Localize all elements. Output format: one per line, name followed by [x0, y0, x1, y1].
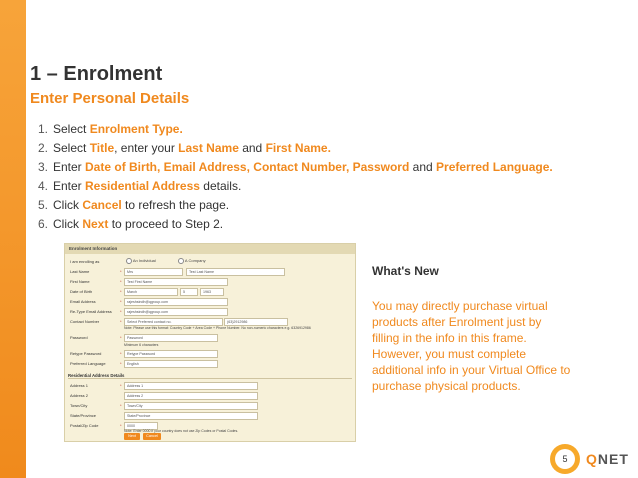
required-marker: * — [120, 351, 122, 356]
step-item — [38, 139, 553, 158]
last-name-label: Last Name — [70, 269, 90, 274]
residential-header: Residential Address Details — [68, 373, 352, 379]
last-name-row — [68, 268, 352, 276]
step-highlight: Preferred Language. — [436, 160, 553, 174]
enrolment-form-screenshot — [64, 243, 356, 442]
step-text: to refresh the page. — [121, 198, 230, 212]
language-row — [68, 360, 352, 368]
step-text: Enter — [53, 160, 86, 174]
page-number: 5 — [555, 449, 575, 469]
step-text: Select — [53, 141, 90, 155]
required-marker: * — [120, 423, 122, 428]
retype-email-input[interactable]: rajeshsindh@qgroup.com — [124, 308, 228, 316]
first-name-input[interactable]: Test First Name — [124, 278, 228, 286]
contact-number-input[interactable]: (63)2912986 — [224, 318, 288, 326]
required-marker: * — [120, 403, 122, 408]
dob-label: Date of Birth — [70, 289, 93, 294]
whats-new-title: What's New — [372, 264, 439, 278]
step-number: 2. — [38, 141, 49, 155]
address1-row — [68, 382, 352, 390]
company-radio[interactable] — [178, 258, 206, 264]
state-label: State/Province — [70, 413, 97, 418]
address2-input[interactable]: Address 2 — [124, 392, 258, 400]
whats-new-body: You may directly purchase virtual products after Enrolment just by filling in the info in this frame. However, you must complete additional info in your Virtual Office to purchase physical products. — [372, 299, 571, 393]
next-button[interactable]: Next — [124, 433, 140, 440]
step-item — [38, 158, 553, 177]
cancel-button[interactable]: Cancel — [143, 433, 161, 440]
step-text: Click — [53, 198, 83, 212]
step-highlight: Cancel — [82, 198, 122, 212]
retype-password-row — [68, 350, 352, 358]
step-highlight: Residential Address — [85, 179, 200, 193]
dob-month-select[interactable]: March — [124, 288, 178, 296]
contact-label: Contact Number — [70, 319, 100, 324]
address2-label: Address 2 — [70, 393, 89, 398]
contact-type-select[interactable]: Select Preferred contact no. — [124, 318, 223, 326]
step-item — [38, 120, 553, 139]
dob-day-select[interactable]: 5 — [180, 288, 198, 296]
step-text: Enter — [53, 179, 86, 193]
email-input[interactable]: rajeshsindh@qgroup.com — [124, 298, 228, 306]
password-label: Password — [70, 335, 88, 340]
steps-list — [38, 120, 553, 234]
password-hint: Minimum 6 characters — [124, 343, 159, 347]
dob-row — [68, 288, 352, 296]
state-row — [68, 412, 352, 420]
enrolling-as-row — [68, 258, 352, 266]
step-text: Select — [53, 122, 90, 136]
individual-radio[interactable] — [126, 258, 156, 264]
step-number: 4. — [38, 179, 49, 193]
required-marker: * — [120, 361, 122, 366]
form-header: Enrolment Information — [65, 244, 355, 254]
step-text: to proceed to Step 2. — [108, 217, 224, 231]
logo-q: Q — [586, 451, 598, 467]
radio-icon — [178, 258, 184, 264]
step-highlight: First Name. — [265, 141, 331, 155]
email-row — [68, 298, 352, 306]
step-number: 3. — [38, 160, 49, 174]
step-highlight: Last Name — [178, 141, 239, 155]
retype-email-label: Re-Type Email Address — [70, 309, 112, 314]
postal-note: Note: Enter 0000 if your country does not use Zip Codes or Postal Codes. — [124, 429, 239, 433]
radio-icon — [126, 258, 132, 264]
town-label: Town/City — [70, 403, 88, 408]
language-select[interactable]: English — [124, 360, 218, 368]
step-text: and — [238, 141, 266, 155]
required-marker: * — [120, 279, 122, 284]
step-item — [38, 196, 553, 215]
enrolling-as-label: I am enrolling as — [70, 259, 100, 264]
required-marker: * — [120, 289, 122, 294]
password-input[interactable]: Password — [124, 334, 218, 342]
step-item — [38, 177, 553, 196]
retype-password-label: Retype Password — [70, 351, 102, 356]
step-number: 6. — [38, 217, 49, 231]
password-row — [68, 334, 352, 342]
dob-year-select[interactable]: 1963 — [200, 288, 224, 296]
last-name-input[interactable]: Test Last Name — [186, 268, 285, 276]
logo-net: NET — [597, 451, 629, 467]
retype-password-input[interactable]: Retype Password — [124, 350, 218, 358]
required-marker: * — [120, 383, 122, 388]
individual-label: An Individual — [132, 258, 156, 264]
state-input[interactable]: State/Province — [124, 412, 258, 420]
town-row — [68, 402, 352, 410]
language-label: Preferred Language — [70, 361, 106, 366]
step-text: details. — [199, 179, 242, 193]
required-marker: * — [120, 335, 122, 340]
contact-row — [68, 318, 352, 326]
retype-email-row — [68, 308, 352, 316]
step-item — [38, 215, 553, 234]
required-marker: * — [120, 299, 122, 304]
contact-format-note: Note: Please use this format: Country Code + Area Code + Phone Number. No non-numeric characters e.g. 6326912986 — [124, 326, 311, 330]
left-accent-bar — [0, 0, 26, 478]
step-number: 1. — [38, 122, 49, 136]
title-select[interactable]: Mrs — [124, 268, 183, 276]
address1-label: Address 1 — [70, 383, 89, 388]
slide-subtitle: Enter Personal Details — [30, 90, 190, 107]
postal-label: Postal/Zip Code — [70, 423, 99, 428]
first-name-label: First Name — [70, 279, 90, 284]
required-marker: * — [120, 319, 122, 324]
first-name-row — [68, 278, 352, 286]
email-label: Email Address — [70, 299, 96, 304]
required-marker: * — [120, 269, 122, 274]
step-highlight: Date of Birth, Email Address, Contact Number, Password — [85, 160, 410, 174]
step-text: Click — [53, 217, 83, 231]
qnet-logo — [586, 451, 629, 467]
page-number-badge — [550, 444, 580, 474]
step-number: 5. — [38, 198, 49, 212]
address1-input[interactable]: Address 1 — [124, 382, 258, 390]
step-highlight: Title — [89, 141, 115, 155]
step-highlight: Enrolment Type. — [89, 122, 183, 136]
step-text: , enter your — [114, 141, 179, 155]
step-text: and — [409, 160, 437, 174]
town-input[interactable]: Town/City — [124, 402, 258, 410]
required-marker: * — [120, 309, 122, 314]
step-highlight: Next — [82, 217, 109, 231]
postal-input[interactable]: 0000 — [124, 422, 158, 430]
address2-row — [68, 392, 352, 400]
slide-title: 1 – Enrolment — [30, 63, 163, 85]
company-label: A Company — [184, 258, 206, 264]
